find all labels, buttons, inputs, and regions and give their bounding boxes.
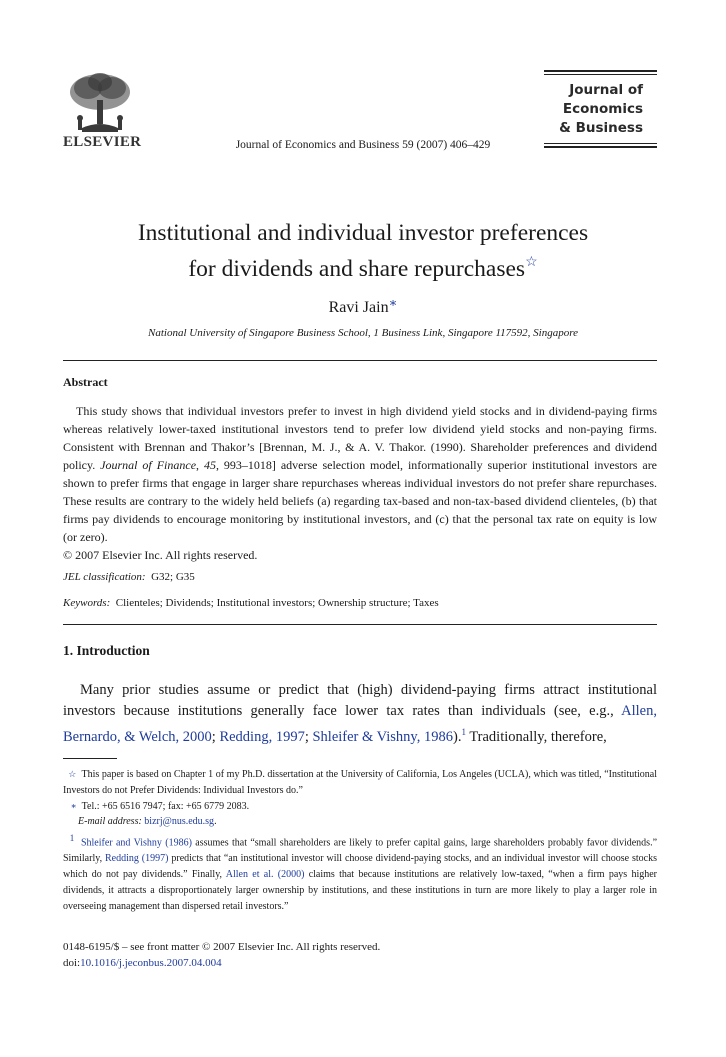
- citation-link[interactable]: Allen, Bernardo, & Welch, 2000: [63, 703, 657, 745]
- journal-logo-line: Journal of: [569, 82, 643, 98]
- footnote-mark: ☆: [68, 769, 77, 779]
- citation-link[interactable]: Shleifer and Vishny (1986): [80, 837, 192, 849]
- footnote-text: predicts that “an institutional investor will choose dividend-paying stocks, and an individual investor will choose stocks which do not pay dividends.” Finally,: [63, 853, 657, 881]
- abstract-heading: Abstract: [63, 375, 108, 389]
- intro-paragraph: [63, 680, 657, 748]
- jel-label: JEL classification:: [63, 571, 146, 583]
- footnote-author: [63, 798, 657, 815]
- volume-number: 45: [203, 458, 216, 472]
- citation-link[interactable]: Shleifer & Vishny, 1986: [312, 728, 453, 745]
- footnote-text: Tel.: +65 6516 7947; fax: +65 6779 2083.: [81, 801, 250, 812]
- jel-classification: [63, 571, 195, 583]
- intro-text: ).: [452, 728, 462, 745]
- keywords: [63, 597, 439, 609]
- title-line: Institutional and individual investor preferences: [137, 220, 589, 246]
- footnote-email: [63, 814, 657, 830]
- abstract-text: , 993–1018] adverse selection model, informationally superior institutional investors are shown to prefer firms that engage in larger share repurchases whereas individual investors do not prefer share repurchases. These results are contrary to the widely held beliefs (a) regarding tax-based and non-tax-based dividend clienteles, (b) that firms pay dividends to encourage monitoring by institutional investors, and (c) that the personal tax rate on equity is low (or zero).: [63, 458, 658, 544]
- divider: [63, 360, 657, 361]
- issn-line: 0148-6195/$ – see front matter © 2007 Elsevier Inc. All rights reserved.: [63, 941, 381, 953]
- article-title: [0, 218, 726, 284]
- divider: [63, 624, 657, 625]
- citation-link[interactable]: Redding, 1997: [219, 728, 305, 745]
- abstract-body: [63, 402, 657, 564]
- journal-logo: [544, 70, 657, 150]
- doi-link[interactable]: 10.1016/j.jeconbus.2007.04.004: [80, 957, 222, 969]
- separator: ;: [211, 728, 220, 745]
- title-footnote-mark[interactable]: ☆: [525, 255, 538, 270]
- footnote-mark: 1: [69, 833, 75, 843]
- doi-line: [63, 957, 222, 969]
- email-link[interactable]: bizrj@nus.edu.sg: [144, 816, 215, 827]
- journal-logo-line: & Business: [559, 120, 643, 136]
- footnote-ref[interactable]: 1: [461, 727, 466, 737]
- intro-text: Traditionally, therefore,: [465, 728, 607, 745]
- keywords-label: Keywords:: [63, 597, 111, 609]
- author-name: Ravi Jain: [328, 299, 389, 316]
- doi-label: doi:: [63, 957, 81, 969]
- journal-reference: Journal of Economics and Business 59 (2007) 406–429: [235, 139, 491, 151]
- intro-text: Many prior studies assume or predict that (high) dividend-paying firms attract institutional investors because institutions generally face lower tax rates than individuals (see, e.g.,: [63, 682, 657, 719]
- footnote-title: [63, 766, 657, 799]
- keywords-value: Clienteles; Dividends; Institutional investors; Ownership structure; Taxes: [115, 597, 439, 609]
- author-footnote-mark[interactable]: ∗: [388, 295, 398, 310]
- separator: ,: [196, 458, 204, 472]
- footnote-divider: [63, 758, 117, 759]
- journal-logo-line: Economics: [562, 101, 643, 117]
- affiliation: National University of Singapore Business School, 1 Business Link, Singapore 117592, Singapore: [148, 327, 578, 339]
- publisher-name: ELSEVIER: [63, 134, 142, 150]
- email-label: E-mail address:: [78, 816, 142, 827]
- section-heading: 1. Introduction: [63, 643, 150, 658]
- footnote-mark: ∗: [70, 801, 77, 811]
- footnote-1: [63, 830, 657, 915]
- citation-link[interactable]: Redding (1997): [105, 853, 169, 865]
- title-line: for dividends and share repurchases: [188, 256, 526, 282]
- journal-name: Journal of Finance: [100, 458, 197, 472]
- citation-link[interactable]: Allen et al. (2000): [225, 869, 305, 881]
- footnote-text: assumes that “small shareholders are likely to prefer capital gains, large shareholders probably favor dividends.” Similarly,: [63, 837, 658, 865]
- author-line: [0, 295, 726, 317]
- footnote-text: claims that because institutions are relatively low-taxed, “when a firm pays higher dividends, it attracts a disproportionately larger ownership by institutions, and these institutions in turn are more likely to play a larger role in overseeing management than dispersed retail investors.”: [63, 869, 658, 913]
- footnote-text: This paper is based on Chapter 1 of my Ph.D. dissertation at the University of California, Los Angeles (UCLA), which was titled, “Institutional Investors do not Prefer Dividends: Individual Investors do.”: [63, 769, 658, 796]
- abstract-text: This study shows that individual investors prefer to invest in high dividend yield stocks and in dividend-paying firms whereas relatively lower-taxed institutional investors tend to prefer low dividend yield stocks and non-paying firms. Consistent with Brennan and Thakor’s [Brennan, M. J., & A. V. Thakor. (1990). Shareholder preferences and dividend policy.: [63, 404, 657, 472]
- punctuation: .: [214, 816, 217, 827]
- separator: ;: [304, 728, 313, 745]
- copyright: © 2007 Elsevier Inc. All rights reserved.: [63, 548, 258, 562]
- jel-value: G32; G35: [151, 571, 195, 583]
